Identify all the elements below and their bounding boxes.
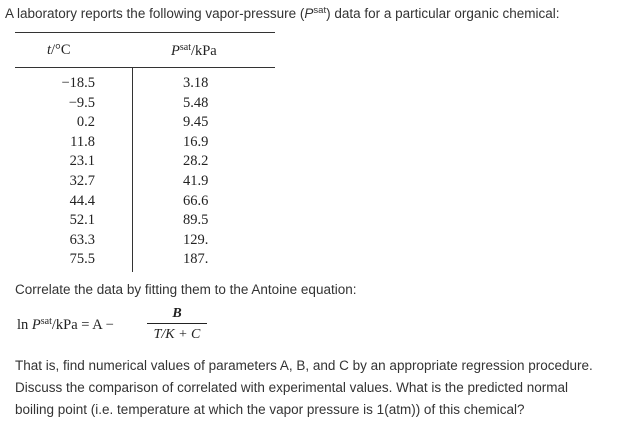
fraction-numerator: B — [172, 306, 182, 321]
temperature-cell: 44.4 — [69, 192, 95, 209]
task-paragraph — [15, 355, 615, 421]
header-p-superscript: sat — [179, 42, 191, 53]
antoine-equation — [17, 305, 337, 345]
equation-lhs — [17, 316, 114, 334]
temperature-cell: 11.8 — [70, 133, 95, 150]
pressure-cell: 3.18 — [183, 75, 209, 91]
pressure-cell: 5.48 — [183, 94, 209, 111]
pressure-cell: 28.2 — [183, 153, 209, 170]
fraction-denominator: T/K + C — [153, 327, 201, 342]
temperature-cell: −18.5 — [61, 75, 95, 91]
pressure-cell: 16.9 — [183, 133, 209, 150]
temperature-cell: 52.1 — [69, 212, 95, 229]
pressure-cell: 66.6 — [183, 192, 209, 209]
temperature-column — [33, 74, 95, 270]
temperature-cell: 32.7 — [69, 172, 95, 189]
header-t-unit: /°C — [51, 42, 71, 58]
header-pressure — [171, 42, 217, 60]
temperature-cell: 63.3 — [69, 231, 95, 248]
intro-symbol: P — [304, 6, 314, 21]
intro-text — [5, 5, 559, 21]
pressure-cell: 187. — [183, 251, 209, 268]
paragraph-line-2: Discuss the comparison of correlated with experimental values. What is the predicted normal — [15, 380, 568, 395]
fraction-bar — [147, 323, 207, 324]
header-p-symbol: P — [171, 43, 180, 59]
intro-before: A laboratory reports the following vapor-pressure ( — [5, 6, 305, 21]
temperature-cell: 75.5 — [69, 251, 95, 268]
paragraph-line-3: boiling point (i.e. temperature at which the vapor pressure is 1(atm)) of this chemical? — [15, 402, 525, 417]
table-header-rule — [15, 67, 275, 68]
paragraph-line-1: That is, find numerical values of parameters A, B, and C by an appropriate regression procedure. — [15, 358, 593, 373]
pressure-cell: 129. — [183, 231, 209, 248]
equation-rest: /kPa = A − — [51, 317, 114, 333]
pressure-cell: 9.45 — [183, 114, 209, 131]
temperature-cell: −9.5 — [68, 94, 95, 111]
equation-fraction — [147, 305, 207, 343]
vapor-pressure-table — [15, 32, 275, 272]
header-p-unit: /kPa — [190, 43, 217, 59]
equation-superscript: sat — [40, 316, 52, 327]
intro-after: ) data for a particular organic chemical: — [326, 6, 560, 21]
equation-p: P — [31, 317, 41, 333]
equation-ln: ln — [17, 317, 32, 333]
pressure-column — [183, 74, 253, 270]
correlate-instruction: Correlate the data by fitting them to the Antoine equation: — [15, 282, 357, 297]
intro-superscript: sat — [313, 5, 327, 16]
temperature-cell: 0.2 — [76, 114, 95, 131]
table-column-divider — [132, 67, 133, 272]
pressure-cell: 89.5 — [183, 212, 209, 229]
header-t-symbol: t — [47, 42, 52, 58]
temperature-cell: 23.1 — [69, 153, 95, 170]
header-temperature — [47, 42, 71, 59]
table-top-rule — [15, 32, 275, 33]
pressure-cell: 41.9 — [183, 172, 209, 189]
